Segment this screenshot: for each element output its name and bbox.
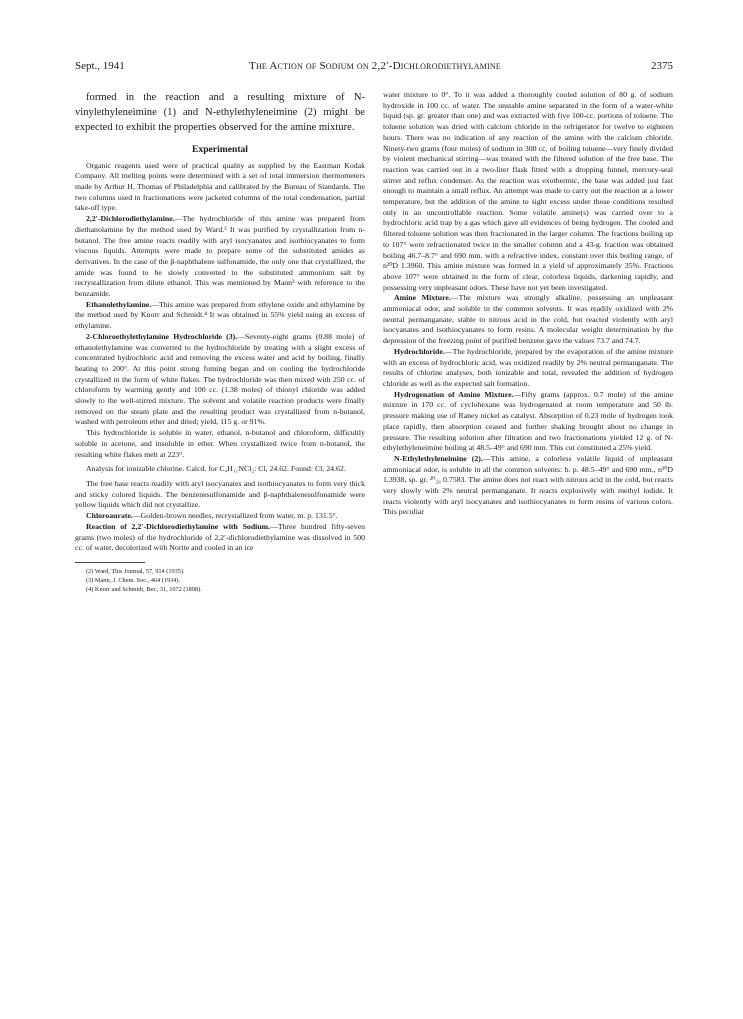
run-in-heading: Reaction of 2,2′-Dichlorodiethylamine with Sodium. bbox=[86, 521, 271, 531]
run-in-heading: 2,2′-Dichlorodiethylamine. bbox=[86, 214, 175, 224]
right-column bbox=[383, 90, 673, 518]
run-in-heading: 2-Chloroethylethylamine Hydrochloride (3). bbox=[86, 331, 238, 341]
run-in-heading: N-Ethylethyleneimine (2). bbox=[394, 453, 483, 463]
left-column bbox=[75, 90, 365, 594]
run-in-heading: Ethanolethylamine. bbox=[86, 299, 152, 309]
paragraph: 2,2′-Dichlorodiethylamine.—The hydrochloride of this amine was prepared from diethanolamine by the method used by Ward.² It was purified by crystallization from n-butanol. The free amine reacts readily with aryl isocyanates and isothiocyanates to form viscous liquids. Attempts were made to prepare some of the substituted amides as derivatives. In the case of the β-naphthalene sulfonamide, the only one that crystallized, the amide was found to be slowly converted to the substituted ammonium salt by recrystallization from dilute ethanol. This was mentioned by Mann³ with reference to the benzamide. bbox=[75, 214, 365, 299]
paragraph: Hydrochloride.—The hydrochloride, prepared by the evaporation of the amine mixture with an excess of hydrochloric acid, was oxidized readily by 2% neutral permanganate. The results of chlorine analyses, both ionizable and total, revealed the addition of hydrogen chloride as well as the expected salt formation. bbox=[383, 346, 673, 388]
paragraph: Amine Mixture.—The mixture was strongly alkaline, possessing an unpleasant ammoniacal odor, and soluble in the common solvents. It was readily oxidized with 2% neutral permanganate, stable to nitrous acid in the cold, but reacted violently with aryl isocyanates and isothiocyanates to form resins. A molecular weight determination by the depression of the freezing point of purified benzene gave the values 73.7 and 74.7. bbox=[383, 293, 674, 346]
paragraph: Reaction of 2,2′-Dichlorodiethylamine with Sodium.—Three hundred fifty-seven grams (two moles) of the hydrochloride of 2,2′-dichlorodiethylamine was dissolved in 500 cc. of water, decolorized with Norite and cooled in an ice bbox=[75, 521, 365, 553]
journal-page bbox=[73, 60, 677, 1000]
run-in-heading: Amine Mixture. bbox=[394, 293, 451, 303]
run-in-heading: Hydrochloride. bbox=[394, 346, 445, 356]
paragraph: Organic reagents used were of practical quality as supplied by the Eastman Kodak Company. All melting points were determined with a set of total immersion thermometers made by Arthur H. Thomas of Philadelphia and calibrated by the Bureau of Standards. The two columns used in fractionations were jacketed columns of the total condensation, partial take-off type. bbox=[75, 160, 365, 213]
paragraph: 2-Chloroethylethylamine Hydrochloride (3).—Seventy-eight grams (0.88 mole) of ethanolethylamine was converted to the hydrochloride by treating with a slight excess of concentrated hydrochloric acid and removing the excess water and acid by boiling, finally heating to 200°. At this point strong fuming began and on cooling the hydrochloride crystallized in the form of white flakes. The hydrochloride was then mixed with 250 cc. of chloroform by warming gently and 100 cc. (1.38 moles) of thionyl chloride was added slowly to the well-stirred mixture. The solvent and volatile reaction products were finally removed on the steam plate and the resulting product was crystallized from n-butanol, washed with petroleum ether and dried; yield, 115 g. or 91%. bbox=[75, 331, 365, 427]
paragraph: The free base reacts readily with aryl isocyanates and isothiocyanates to form very thick and sticky colored liquids. The benzenesulfonamide and β-naphthalenesulfonamide were yellow liquids which did not crystallize. bbox=[75, 479, 365, 510]
header-date: Sept., 1941 bbox=[75, 60, 125, 72]
running-header bbox=[73, 60, 677, 76]
paragraph: Hydrogenation of Amine Mixture.—Fifty grams (approx. 0.7 mole) of the amine mixture in 170 cc. of cyclohexane was hydrogenated at room temperature and 50 lb. pressure making use of Raney nickel as catalyst. Absorption of 0.23 mole of hydrogen took place rapidly, then absorption ceased and further shaking brought about no change in pressure. The resulting solution after filtration and two fractionations yielded 12 g. of N-ethylethyleneimine boiling at 48.5–49° and 690 mm. This cut constituted a 25% yield. bbox=[383, 389, 673, 453]
header-title: The Action of Sodium on 2,2′-Dichlorodiethylamine bbox=[249, 60, 501, 72]
section-heading: Experimental bbox=[192, 143, 248, 155]
page-number: 2375 bbox=[651, 60, 673, 72]
run-in-heading: Hydrogenation of Amine Mixture. bbox=[394, 389, 514, 399]
paragraph: This hydrochloride is soluble in water, ethanol, n-butanol and chloroform, difficultly soluble in acetone, and insoluble in ether. When crystallized twice from n-butanol, the resulting white flakes melt at 223°. bbox=[75, 428, 365, 459]
footnote: (4) Knorr and Schmidt, Ber., 31, 1072 (1898). bbox=[86, 585, 202, 593]
paragraph: N-Ethylethyleneimine (2).—This amine, a colorless volatile liquid of unpleasant ammoniacal odor, is soluble in all the common solvents: b. p. 48.5–49° and 690 mm., n²⁰D 1.3938, sp. gr. ²⁰₂₀ 0.7583. The amine does not react with nitrous acid in the cold, but reacts very slowly with 2% neutral permanganate. It reacts explosively with methyl iodide. It reacts violently with aryl isocyanates and isothiocyanates to form resins of various colors. This peculiar bbox=[383, 453, 673, 517]
paragraph: water mixture to 0°. To it was added a thoroughly cooled solution of 80 g. of sodium hydroxide in 100 cc. of water. The unstable amine separated in the form of a water-white liquid (sp. gr. greater than one) and was extracted with five 100-cc. portions of toluene. The toluene solution was dried with calcium chloride in the refrigerator for twelve to eighteen hours. There was no indication of any reaction of the amine with the calcium chloride. Ninety-two grams (four moles) of sodium in 300 cc. of boiling toluene—very finely divided by violent mechanical stirring—was treated with the filtered solution of the free base. The reaction was carried out in a two-liter flask fitted with a dropping funnel, mercury-seal stirrer and reflux condenser. As the reaction was exothermic, the base was added just fast enough to maintain a small reflux. An attempt was made to carry out the reaction at a lower temperature, but the addition of the amine to sight excess under those conditions resulted only in an uncontrollable reaction. Some volatile amine(s) was carried over to a hydrochloric acid trap by a gas which gave all evidences of being hydrogen. The cooled and filtered toluene solution was then fractionated in the larger column. The fractions boiling up to 107° were refractionated twice in the smaller column and a 43-g. fraction was obtained boiling 46.7–8.7° and 690 mm. with a refractive index, constant over this boiling range, of n²⁰D 1.3960. This amine mixture was formed in a yield of approximately 35%. Fractions above 107° were obtained in the form of clear, colorless liquids, darkening rapidly, and possessing very unpleasant odors. These have not yet been investigated. bbox=[383, 90, 673, 292]
paragraph: Ethanolethylamine.—This amine was prepared from ethylene oxide and ethylamine by the method used by Knorr and Schmidt.⁴ It was obtained in 55% yield using an excess of ethylamine. bbox=[75, 299, 365, 331]
run-in-heading: Chloroaurate. bbox=[86, 511, 133, 521]
intro-paragraph: formed in the reaction and a resulting mixture of N-vinylethyleneimine (1) and N-ethylethyleneimine (2) might be expected to exhibit the properties observed for the amine mixture. bbox=[75, 92, 365, 134]
analysis-line: Analysis for ionizable chlorine. Calcd. for C₄H₁₁NCl₂: Cl, 24.62. Found: Cl, 24.62. bbox=[86, 464, 346, 474]
footnote-rule bbox=[75, 562, 145, 563]
footnote: (2) Ward, This Journal, 57, 914 (1935). bbox=[86, 567, 185, 575]
footnote: (3) Mann, J. Chem. Soc., 464 (1934). bbox=[86, 576, 181, 584]
paragraph: Chloroaurate.—Golden-brown needles, recrystallized from water, m. p. 131.5°. bbox=[86, 511, 338, 521]
